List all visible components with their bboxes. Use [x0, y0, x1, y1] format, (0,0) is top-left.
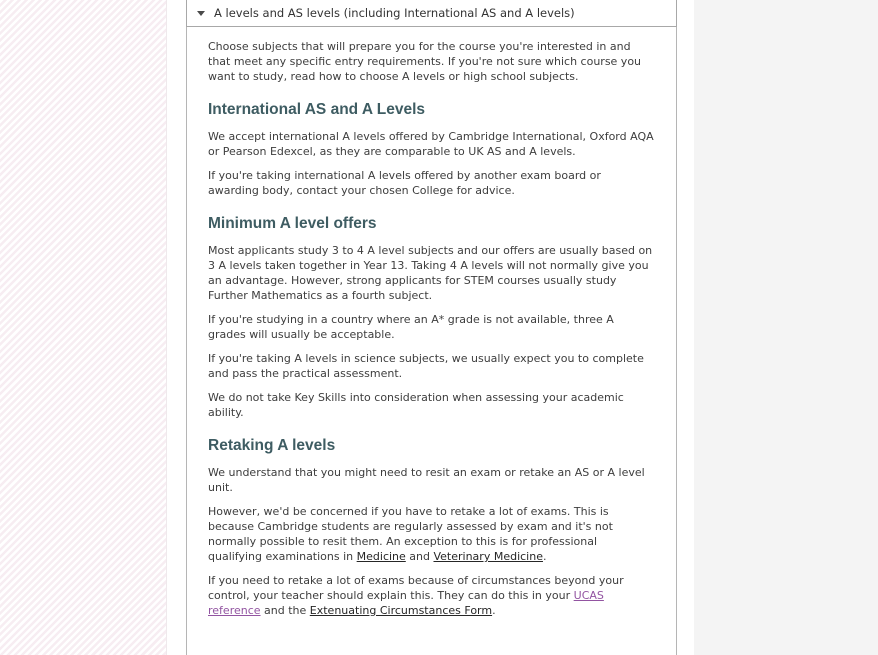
paragraph: If you need to retake a lot of exams because of circumstances beyond your control, your teacher should explain this. They can do this in your UCAS reference and the Extenuating Circumstances Form. — [208, 574, 624, 617]
section-heading: Minimum A level offers — [208, 215, 377, 232]
paragraph: We understand that you might need to resit an exam or retake an AS or A level unit. — [208, 466, 645, 494]
accordion-header[interactable] — [186, 0, 677, 27]
paragraph: Choose subjects that will prepare you for the course you're interested in and that meet any specific entry requirements. If you're not sure which course you want to study, read how to choose A levels or high school subjects. — [208, 40, 642, 83]
medicine-link[interactable]: Medicine — [356, 550, 406, 563]
paragraph: If you're studying in a country where an A* grade is not available, three A grades will usually be acceptable. — [208, 313, 614, 341]
paragraph: We accept international A levels offered by Cambridge International, Oxford AQA or Pearson Edexcel, as they are comparable to UK AS and A levels. — [208, 130, 654, 158]
section-heading: International AS and A Levels — [208, 101, 426, 118]
paragraph: If you're taking international A levels offered by another exam board or awarding body, contact your chosen College for advice. — [208, 169, 601, 197]
accordion-a-levels — [186, 0, 677, 655]
paragraph: We do not take Key Skills into consideration when assessing your academic ability. — [208, 391, 624, 419]
paragraph: If you're taking A levels in science subjects, we usually expect you to complete and pass the practical assessment. — [208, 352, 644, 380]
triangle-down-icon — [197, 11, 205, 16]
accordion-title: A levels and AS levels (including International AS and A levels) — [214, 6, 575, 20]
paragraph: Most applicants study 3 to 4 A level subjects and our offers are usually based on 3 A levels taken together in Year 13. Taking 4 A levels will not normally give you an advantage. However, strong applicants for STEM courses usually study Further Mathematics as a fourth subject. — [208, 244, 653, 302]
ucas-reference-link[interactable]: UCAS reference — [208, 589, 604, 617]
right-gray-panel — [694, 0, 878, 655]
left-striped-background — [0, 0, 167, 655]
paragraph: However, we'd be concerned if you have to retake a lot of exams. This is because Cambridge students are regularly assessed by exam and it's not normally possible to resit them. An exception to this is for professional qualifying examinations in Medicine and Veterinary Medicine. — [208, 505, 613, 563]
veterinary-medicine-link[interactable]: Veterinary Medicine — [433, 550, 543, 563]
extenuating-circumstances-form-link[interactable]: Extenuating Circumstances Form — [309, 604, 493, 617]
section-heading: Retaking A levels — [208, 437, 336, 454]
accordion-content — [186, 27, 677, 655]
